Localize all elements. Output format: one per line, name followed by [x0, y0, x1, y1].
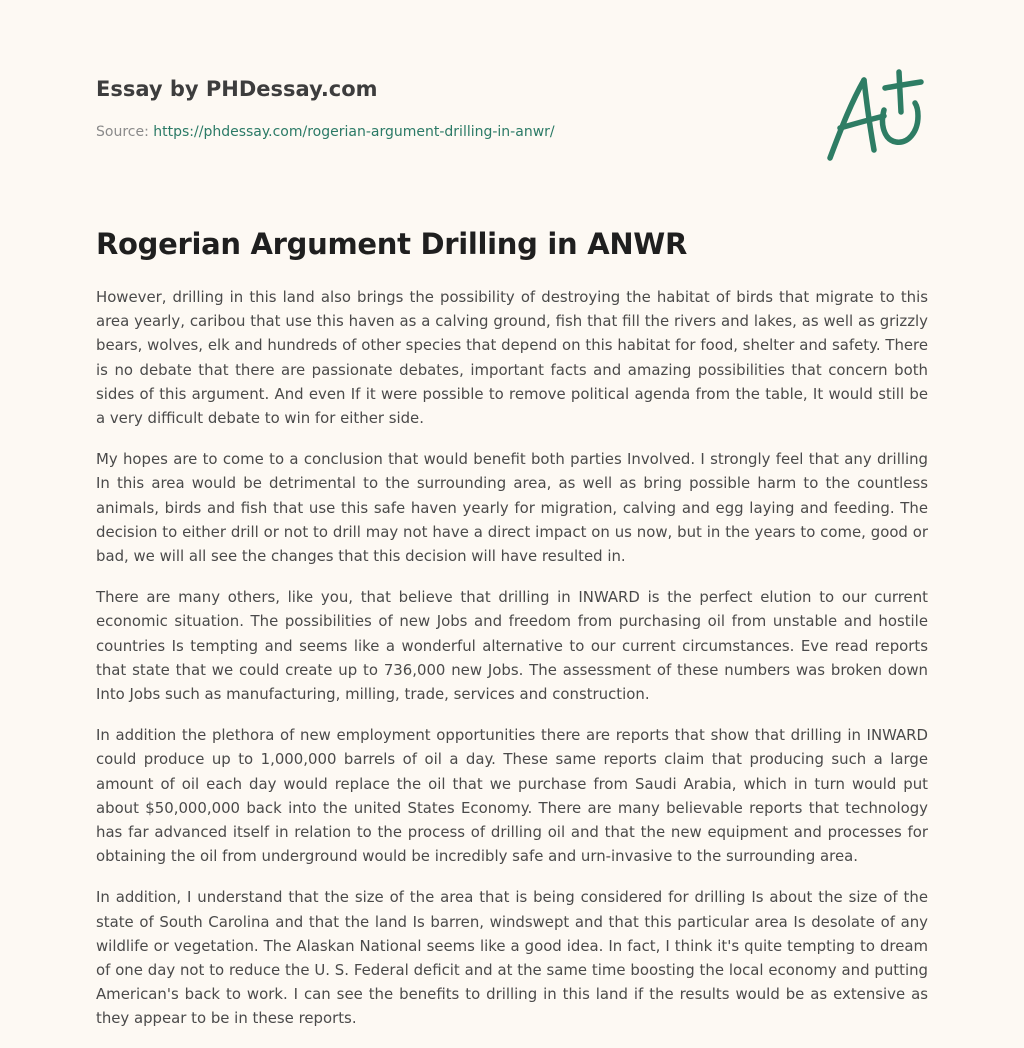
essay-header — [96, 74, 796, 142]
a-plus-grade-icon — [822, 66, 932, 166]
site-title: Essay by PHDessay.com — [96, 77, 378, 101]
essay-paragraph: However, drilling in this land also brings the possibility of destroying the habitat of birds that migrate to this area yearly, caribou that use this haven as a calving ground, fish that fill the rivers and lakes, as well as grizzly bears, wolves, elk and hundreds of other species that depend on this habitat for food, shelter and safety. There is no debate that there are passionate debates, important facts and amazing possibilities that concern both sides of this argument. And even If it were possible to remove political agenda from the table, It would still be a very difficult debate to win for either side. — [96, 288, 928, 428]
essay-paragraph: In addition, I understand that the size of the area that is being considered for drilling Is about the size of the state of South Carolina and that the land Is barren, windswept and that this particular area Is desolate of any wildlife or vegetation. The Alaskan National seems like a good idea. In fact, I think it's quite tempting to dream of one day not to reduce the U. S. Federal deficit and at the same time boosting the local economy and putting American's back to work. I can see the benefits to drilling in this land if the results would be as extensive as they appear to be in these reports. — [96, 888, 928, 1028]
essay-title: Rogerian Argument Drilling in ANWR — [96, 227, 688, 261]
essay-body — [96, 285, 928, 1048]
essay-paragraph: My hopes are to come to a conclusion that would benefit both parties Involved. I strongly feel that any drilling In this area would be detrimental to the surrounding area, as well as bring possible harm to the countless animals, birds and fish that use this safe haven yearly for migration, calving and egg laying and feeding. The decision to either drill or not to drill may not have a direct impact on us now, but in the years to come, good or bad, we will all see the changes that this decision will have resulted in. — [96, 450, 928, 566]
essay-paragraph: In addition the plethora of new employment opportunities there are reports that show that drilling in INWARD could produce up to 1,000,000 barrels of oil a day. These same reports claim that producing such a large amount of oil each day would replace the oil that we purchase from Saudi Arabia, which in turn would put about $50,000,000 back into the united States Economy. There are many believable reports that technology has far advanced itself in relation to the process of drilling oil and that the new equipment and processes for obtaining the oil from underground would be incredibly safe and urn-invasive to the surrounding area. — [96, 726, 928, 866]
essay-paragraph: There are many others, like you, that believe that drilling in INWARD is the perfect elution to our current economic situation. The possibilities of new Jobs and freedom from purchasing oil from unstable and hostile countries Is tempting and seems like a wonderful alternative to our current circumstances. Eve read reports that state that we could create up to 736,000 new Jobs. The assessment of these numbers was broken down Into Jobs such as manufacturing, milling, trade, services and construction. — [96, 588, 928, 704]
source-line — [96, 122, 796, 142]
source-link[interactable]: https://phdessay.com/rogerian-argument-drilling-in-anwr/ — [153, 124, 555, 140]
source-label: Source: — [96, 124, 149, 140]
